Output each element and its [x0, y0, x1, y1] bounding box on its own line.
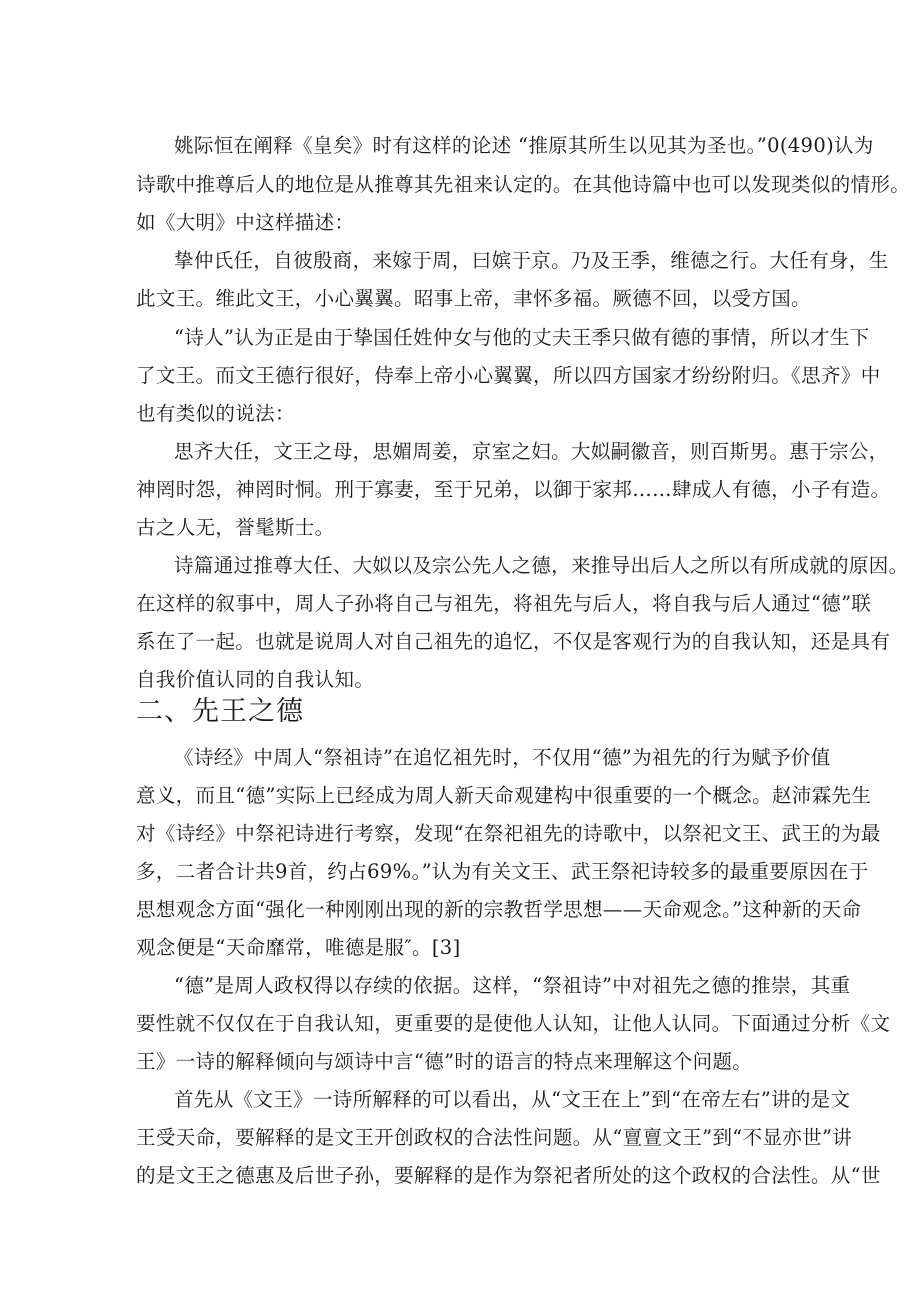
paragraph-3-line-1: 诗篇通过推尊大任、大姒以及宗公先人之德，来推导出后人之所以有所成就的原因。	[174, 554, 909, 577]
paragraph-3-line-4: 自我价值认同的自我认知。	[136, 668, 375, 691]
paragraph-6-line-1: 首先从《文王》一诗所解释的可以看出，从“文王在上”到“在帝左右”讲的是文	[174, 1088, 851, 1111]
section-heading: 二、先王之德	[136, 696, 304, 727]
quote-daming-line-2: 此文王。维此文王，小心翼翼。昭事上帝，聿怀多福。厥德不回，以受方国。	[136, 287, 811, 310]
paragraph-1-line-2: 诗歌中推尊后人的地位是从推尊其先祖来认定的。在其他诗篇中也可以发现类似的情形。	[136, 173, 911, 196]
paragraph-6-line-3: 的是文王之德惠及后世子孙，要解释的是作为祭祀者所处的这个政权的合法性。从“世	[136, 1164, 881, 1187]
paragraph-2-line-3: 也有类似的说法：	[136, 402, 295, 425]
paragraph-4-line-1: 《诗经》中周人“祭祖诗”在追忆祖先时，不仅用“德”为祖先的行为赋予价值	[174, 746, 831, 769]
quote-siqi-line-3: 古之人无，誉髦斯士。	[136, 516, 335, 539]
paragraph-2-line-2: 了文王。而文王德行很好，侍奉上帝小心翼翼，所以四方国家才纷纷附归。《思齐》中	[136, 364, 881, 387]
quote-daming-line-1: 挚仲氏任，自彼殷商，来嫁于周，曰嫔于京。乃及王季，维德之行。大任有身，生	[174, 249, 889, 272]
paragraph-4-line-4: 多，二者合计共9首，约占69%。”认为有关文王、武王祭祀诗较多的最重要原因在于	[136, 860, 869, 883]
paragraph-3-line-3: 系在了一起。也就是说周人对自己祖先的追忆，不仅是客观行为的自我认知，还是具有	[136, 630, 891, 653]
paragraph-1-line-3: 如《大明》中这样描述：	[136, 211, 355, 234]
paragraph-2-line-1: “诗人”认为正是由于挚国任姓仲女与他的丈夫王季只做有德的事情，所以才生下	[174, 326, 870, 349]
paragraph-3-line-2: 在这样的叙事中，周人子孙将自己与祖先，将祖先与后人，将自我与后人通过“德”联	[136, 592, 872, 615]
paragraph-5-line-1: “德”是周人政权得以存续的依据。这样，“祭祖诗”中对祖先之德的推崇，其重	[174, 974, 851, 997]
quote-siqi-line-2: 神罔时怨，神罔时恫。刑于寡妻，至于兄弟，以御于家邦……肆成人有德，小子有造。	[136, 478, 891, 501]
paragraph-6-line-2: 王受天命，要解释的是文王开创政权的合法性问题。从“亶亶文王”到“不显亦世”讲	[136, 1126, 853, 1149]
paragraph-5-line-3: 王》一诗的解释倾向与颂诗中言“德”时的语言的特点来理解这个问题。	[136, 1050, 753, 1073]
paragraph-4-line-6: 观念便是“天命靡常，唯德是服″。[3]	[136, 936, 461, 959]
paragraph-5-line-2: 要性就不仅仅在于自我认知，更重要的是使他人认知，让他人认同。下面通过分析《文	[136, 1012, 891, 1035]
paragraph-4-line-3: 对《诗经》中祭祀诗进行考察，发现“在祭祀祖先的诗歌中，以祭祀文王、武王的为最	[136, 822, 881, 845]
paragraph-1-line-1: 姚际恒在阐释《皇矣》时有这样的论述 “推原其所生以见其为圣也。”0(490)认为	[174, 134, 874, 157]
quote-siqi-line-1: 思齐大任，文王之母，思媚周姜，京室之妇。大姒嗣徽音，则百斯男。惠于宗公，	[174, 440, 889, 463]
paragraph-4-line-2: 意义，而且“德”实际上已经成为周人新天命观建构中很重要的一个概念。赵沛霖先生	[136, 784, 872, 807]
paragraph-4-line-5: 思想观念方面“强化一种刚刚出现的新的宗教哲学思想——天命观念。”这种新的天命	[136, 898, 862, 921]
